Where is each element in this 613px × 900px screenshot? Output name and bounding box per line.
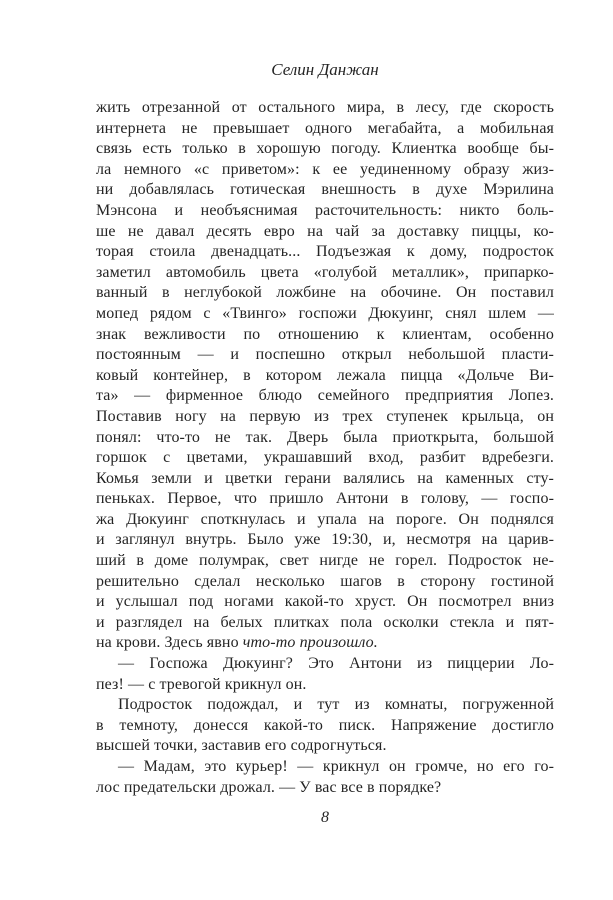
text-line bbox=[96, 160, 554, 181]
text-line bbox=[96, 551, 554, 572]
plain-text: ший в доме полумрак, свет нигде не горел. Подросток не- bbox=[96, 552, 554, 570]
plain-text: ше не давал десять евро на чай за доставку пиццы, ко- bbox=[96, 222, 554, 240]
text-line bbox=[96, 489, 554, 510]
text-line bbox=[96, 180, 554, 201]
text-line bbox=[96, 530, 554, 551]
text-line bbox=[96, 345, 554, 366]
text-line bbox=[96, 119, 554, 140]
plain-text: решительно сделал несколько шагов в сторону гостиной bbox=[96, 572, 554, 590]
text-line bbox=[96, 304, 554, 325]
plain-text: горшок с цветами, украшавший вход, разбит вдребезги. bbox=[96, 449, 554, 467]
body-text bbox=[96, 98, 554, 798]
text-line bbox=[96, 428, 554, 449]
text-line bbox=[96, 469, 554, 490]
running-head-author: Селин Данжан bbox=[271, 60, 379, 79]
text-line bbox=[96, 201, 554, 222]
plain-text: интернета не превышает одного мегабайта, а мобильная bbox=[96, 119, 554, 137]
text-line bbox=[96, 325, 554, 346]
text-line bbox=[96, 633, 554, 654]
plain-text: ла немного «с приветом»: к ее уединенному образу жиз- bbox=[96, 160, 554, 178]
text-line bbox=[96, 592, 554, 613]
text-line bbox=[96, 572, 554, 593]
text-line bbox=[96, 263, 554, 284]
plain-text: Подросток подождал, и тут из комнаты, погруженной bbox=[118, 696, 554, 714]
text-line bbox=[96, 510, 554, 531]
text-line bbox=[96, 778, 554, 799]
plain-text: торая стоила двенадцать... Подъезжая к дому, подросток bbox=[96, 243, 554, 261]
plain-text: и разглядел на белых плитках пола осколки стекла и пят- bbox=[96, 613, 554, 631]
plain-text: — Госпожа Дюкуинг? Это Антони из пиццерии Ло- bbox=[118, 655, 554, 673]
plain-text: та» — фирменное блюдо семейного предприятия Лопез. bbox=[96, 387, 554, 405]
plain-text: знак вежливости по отношению к клиентам, особенно bbox=[96, 325, 554, 343]
plain-text: ни добавлялась готическая внешность в духе Мэрилина bbox=[96, 181, 554, 199]
plain-text: лос предательски дрожал. — У вас все в порядке? bbox=[96, 778, 442, 796]
text-line bbox=[96, 613, 554, 634]
italic-text: что-то произошло. bbox=[242, 634, 378, 652]
text-line bbox=[96, 407, 554, 428]
text-line bbox=[96, 242, 554, 263]
plain-text: постоянным — и поспешно открыл небольшой пласти- bbox=[96, 346, 554, 364]
text-line bbox=[96, 695, 554, 716]
plain-text: в темноту, донесся какой-то писк. Напряжение достигло bbox=[96, 716, 554, 734]
plain-text: пеньках. Первое, что пришло Антони в голову, — госпо- bbox=[96, 490, 554, 508]
plain-text: Комья земли и цветки герани валялись на каменных сту- bbox=[96, 469, 554, 487]
plain-text: и заглянул внутрь. Было уже 19:30, и, несмотря на царив- bbox=[96, 531, 554, 549]
plain-text: жить отрезанной от остального мира, в лесу, где скорость bbox=[96, 99, 554, 116]
text-line bbox=[96, 448, 554, 469]
text-line bbox=[96, 386, 554, 407]
text-line bbox=[96, 675, 554, 696]
text-line bbox=[96, 736, 554, 757]
plain-text: понял: что-то не так. Дверь была приоткрыта, большой bbox=[96, 428, 554, 446]
plain-text: на крови. Здесь явно bbox=[96, 634, 243, 652]
plain-text: высшей точки, заставив его содрогнуться. bbox=[96, 737, 387, 755]
plain-text: пез! — с тревогой крикнул он. bbox=[96, 675, 307, 693]
text-line bbox=[96, 757, 554, 778]
text-line bbox=[96, 716, 554, 737]
text-line bbox=[96, 654, 554, 675]
plain-text: мопед рядом с «Твинго» госпожи Дюкуинг, снял шлем — bbox=[96, 304, 554, 322]
text-line bbox=[96, 139, 554, 160]
text-line bbox=[96, 222, 554, 243]
plain-text: связь есть только в хорошую погоду. Клиентка вообще бы- bbox=[96, 140, 554, 158]
plain-text: ванный в неглубокой ложбине на обочине. Он поставил bbox=[96, 284, 554, 302]
plain-text: — Мадам, это курьер! — крикнул он громче, но его го- bbox=[118, 758, 554, 775]
text-line bbox=[96, 283, 554, 304]
plain-text: и услышал под ногами какой-то хруст. Он посмотрел вниз bbox=[96, 593, 554, 611]
plain-text: ковый контейнер, в котором лежала пицца «Дольче Ви- bbox=[96, 366, 554, 384]
page-number: 8 bbox=[321, 809, 329, 826]
text-line bbox=[96, 98, 554, 119]
text-line bbox=[96, 366, 554, 387]
plain-text: жа Дюкуинг споткнулась и упала на пороге. Он поднялся bbox=[96, 510, 554, 528]
plain-text: заметил автомобиль цвета «голубой металлик», припарко- bbox=[96, 263, 554, 281]
plain-text: Поставив ногу на первую из трех ступенек крыльца, он bbox=[96, 407, 554, 425]
plain-text: Мэнсона и необъяснимая расточительность: никто боль- bbox=[96, 201, 554, 219]
